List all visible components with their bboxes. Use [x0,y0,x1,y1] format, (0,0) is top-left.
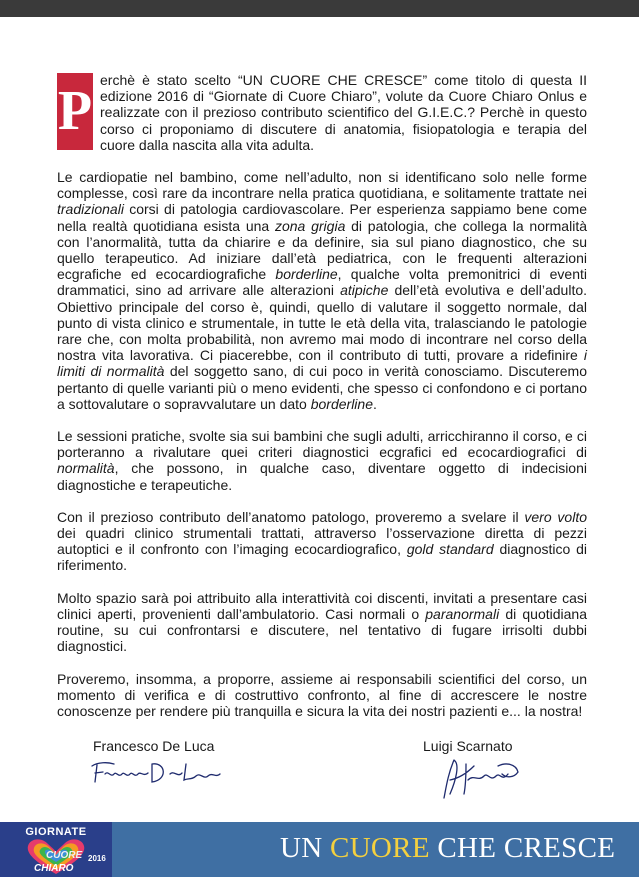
paragraph-cardiopatie [57,169,587,412]
footer-title-accent: CUORE [330,832,430,864]
handwritten-signature-right [440,754,525,802]
text-run: Con il prezioso contributo dell’anatomo patologo, proveremo a svelare il [57,508,525,525]
text-run: del soggetto sano, di cui poco in verità conosciamo. Discuteremo pertanto di quelle varianti più o meno evidenti, che spesso ci confondono e ci portano a sottovalutare o sopravvalutare un dato [57,363,587,412]
italic-run: gold standard [406,541,494,558]
paragraph-interattivita [57,590,587,655]
logo-word-chiaro: CHIARO [34,863,74,874]
footer-title-part: UN [280,832,331,864]
text-run: dell’età evolutiva e dell’adulto. Obiettivo principale del corso è, quindi, quello di valutare il soggetto normale, dal punto di vista clinico e strumentale, in tutte le età della vita, tralasciando le patologie rare che, con molta probabilità, non avremo mai modo di incontrare nel corso della nostra vita lavorativa. Ci piacerebbe, con il contributo di tutti, provare a ridefinire [57,282,588,364]
text-run: diagnostico di riferimento. [57,541,588,574]
signer-name-left: Francesco De Luca [93,738,215,754]
drop-cap: P [57,73,93,150]
italic-run: borderline [275,266,338,283]
article-body [57,72,587,735]
logo-top-text: GIORNATE [25,826,87,838]
footer-title-part: CHE CRESCE [429,832,616,864]
intro-paragraph [57,72,587,153]
footer-banner [0,822,639,877]
italic-run: vero volto [524,508,588,525]
italic-run: paranormali [425,605,500,622]
text-run: Le cardiopatie nel bambino, come nell’adulto, non si identificano solo nelle forme complesse, così rare da incontrare nella pratica quotidiana, e solitamente trattate nei [57,169,587,202]
top-bar [0,0,639,17]
signer-name-right: Luigi Scarnato [423,738,513,754]
handwritten-signature-left [88,758,223,788]
text-run: . [372,395,377,412]
paragraph-anatomo [57,509,587,574]
italic-run: borderline [310,395,373,412]
logo-year: 2016 [88,854,106,863]
footer-title [280,832,615,865]
text-run: Molto spazio sarà poi attribuito alla interattività coi discenti, invitati a presentare casi clinici aperti, provenienti dall’ambulatorio. Casi normali o [57,589,587,622]
text-run: di quotidiana routine, su cui confrontarsi e discutere, nel tentativo di fugare irrisolti dubbi diagnostici. [57,605,587,655]
intro-text: erchè è stato scelto “UN CUORE CHE CRESCE” come titolo di questa II edizione 2016 di “Giornate di Cuore Chiaro”, volute da Cuore Chiaro Onlus e realizzate con il prezioso contributo scientifico del G.I.E.C.? Perchè in questo corso ci proponiamo di discutere di anatomia, fisiopatologia e terapia del cuore dalla nascita alla vita adulta. [100,72,587,153]
text-run: corsi di patologia cardiovascolare. Per esperienza sappiamo bene come nella realtà quotidiana esista una [57,201,587,234]
text-run: di patologia, che collega la normalità con l’anormalità, tutta da chiarire e da definire, sia sul piano diagnostico, che su quello terapeutico. Ad iniziare dall’età pediatrica, con le frequenti alterazioni ecgrafiche ed ecocardiografiche [57,217,587,283]
text-run: dei quadri clinico strumentali trattati, attraverso l’osservazione diretta di pezzi autoptici e il confronto con l’imaging ecocardiografico, [57,525,587,558]
italic-run: i limiti di normalità [57,347,587,380]
italic-run: normalità [57,460,115,477]
text-run: Le sessioni pratiche, svolte sia sui bambini che sugli adulti, arricchiranno il corso, e ci porteranno a rivalutare quei criteri diagnostici ecgrafici ed ecocardiografici di [57,428,587,461]
paragraph-sessioni [57,428,587,493]
italic-run: tradizionali [57,201,124,218]
italic-run: atipiche [340,282,389,299]
text-run: , che possono, in qualche caso, diventare oggetto di indecisioni diagnostiche e terapeutiche. [57,460,587,493]
logo-word-cuore: CUORE [46,850,83,861]
text-run: , qualche volta premonitrici di eventi drammatici, sino ad arrivare alle alterazioni [57,266,587,299]
signatures [0,738,639,808]
paragraph-conclusione: Proveremo, insomma, a proporre, assieme ai responsabili scientifici del corso, un momento di verifica e di costruttivo confronto, al fine di accrescere le nostre conoscenze per rendere più tranquilla e sicura la vita dei nostri pazienti e... la nostra! [57,670,587,719]
italic-run: zona grigia [274,217,346,234]
giornate-cuore-chiaro-logo [0,822,112,877]
